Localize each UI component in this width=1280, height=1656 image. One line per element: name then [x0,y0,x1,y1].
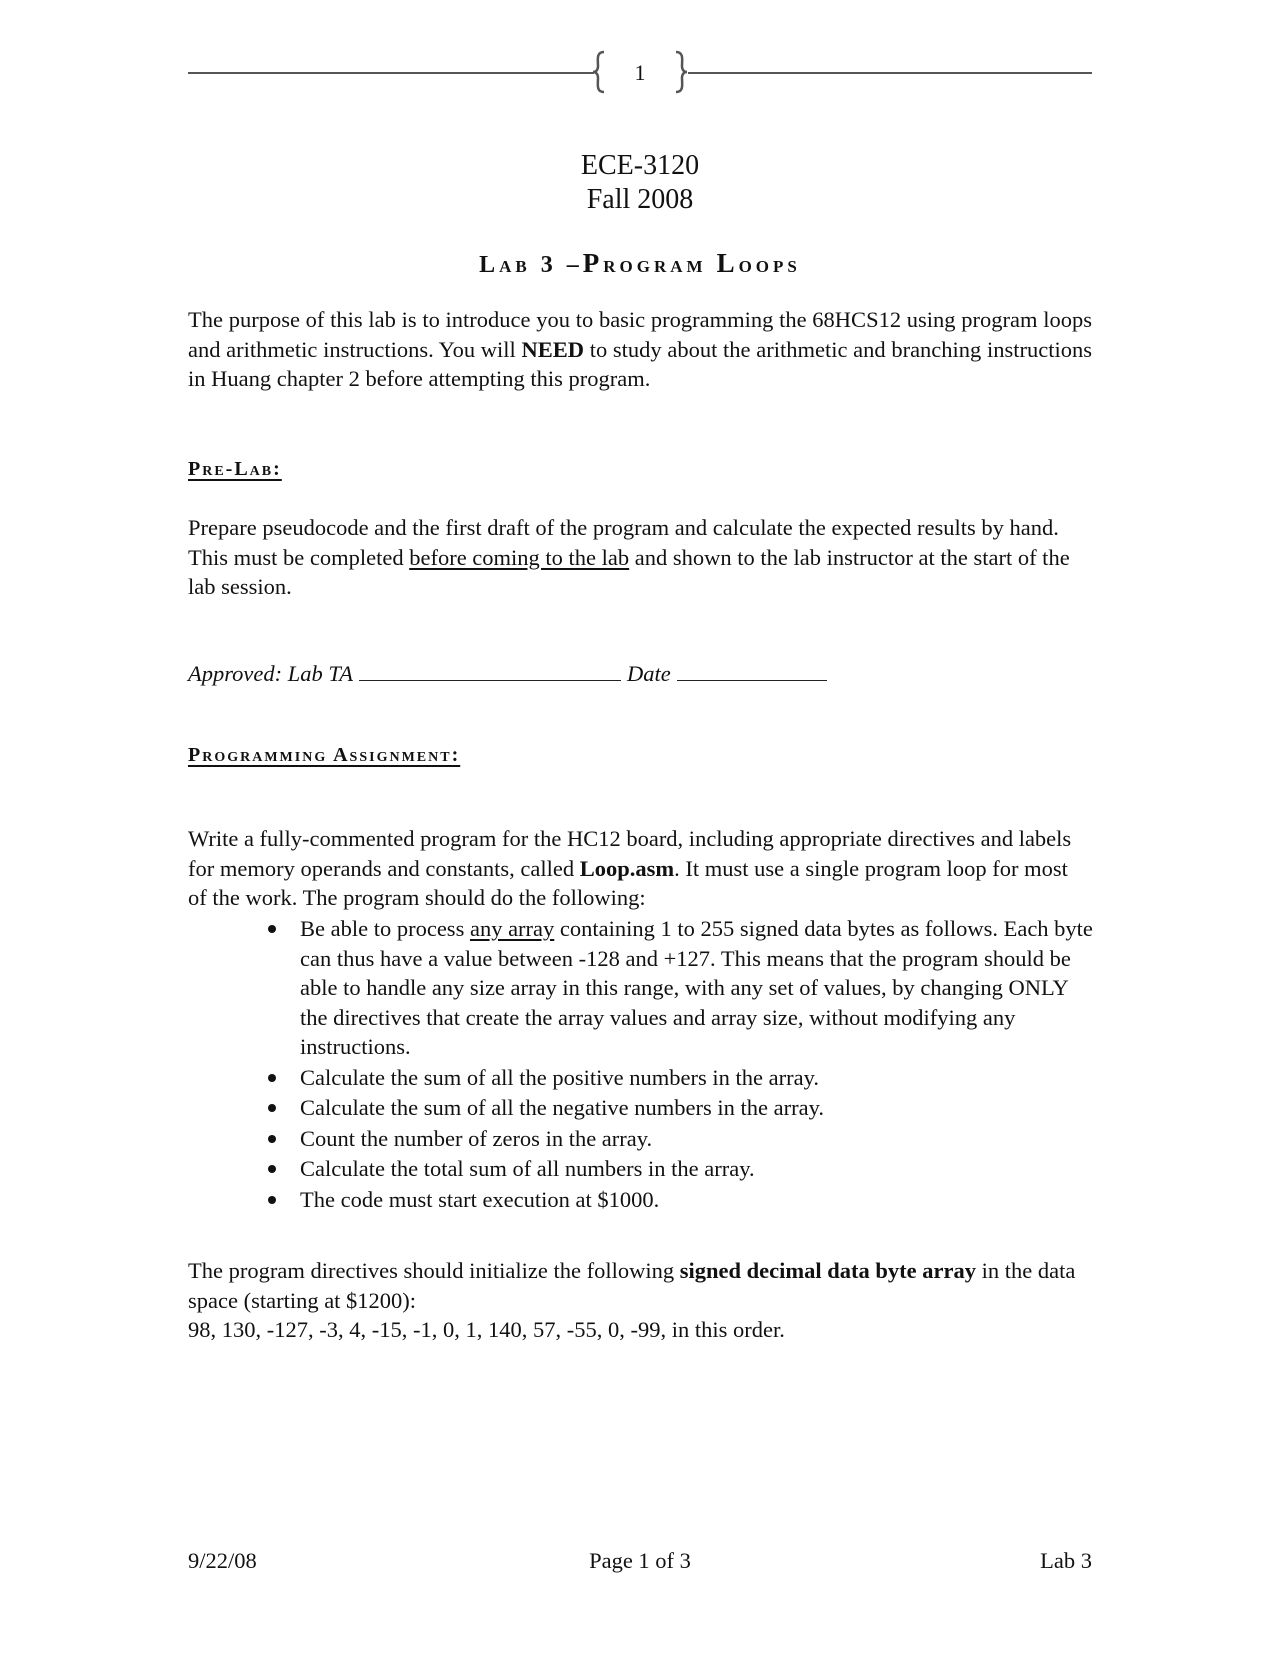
bullet-icon [268,1074,276,1082]
prelab-paragraph [188,513,1092,602]
date-blank[interactable] [677,660,827,681]
assignment-text-after: . It must use a single program loop for most of the work. The program should do the following: [188,855,1068,910]
header-rule-left [188,72,594,74]
requirements-list [300,914,1100,1215]
bullet-text: Calculate the sum of all the positive numbers in the array. [300,1064,820,1090]
footer-page: Page 1 of 3 [589,1548,691,1573]
list-item [300,1185,1100,1215]
left-brace-icon [592,50,606,94]
prelab-text-before: Prepare pseudocode and the first draft of the program and calculate the expected results by hand. This must be completed [188,515,1059,570]
footer-lab: Lab 3 [1040,1548,1092,1573]
bullet-text: Count the number of zeros in the array. [300,1125,653,1151]
bullet-text: Calculate the total sum of all numbers in the array. [300,1156,755,1181]
directives-text-before: The program directives should initialize the following [188,1258,680,1283]
assignment-text-before: Write a fully-commented program for the HC12 board, including appropriate directives and labels for memory operands and constants, called [188,826,1072,881]
list-item [300,1154,1100,1184]
intro-text-before: The purpose of this lab is to introduce you to basic programming the 68HCS12 using program loops and arithmetic instructions. You will [188,307,1092,362]
bullet-text: Calculate the sum of all the negative numbers in the array. [300,1095,824,1120]
bullet-icon [268,925,276,933]
bullet-icon [268,1165,276,1173]
prelab-text-after: and shown to the lab instructor at the start of the lab session. [188,544,1070,599]
list-item [300,1063,1100,1093]
bullet-1-underlined: any array [469,916,555,941]
bullet-1-before: Be able to process [300,916,470,941]
course-title: ECE-3120 [580,150,700,181]
right-brace-icon [674,50,688,94]
lab-topic-part-1: rogram [603,252,717,278]
date-label: Date [626,661,671,686]
lab-topic-part-2: oops [738,252,801,278]
assignment-heading: Programming Assignment: [188,744,461,766]
bullet-icon [268,1135,276,1143]
lab-topic-initial-p: P [582,248,604,278]
assignment-filename: Loop.asm [579,855,675,881]
directives-emphasis: signed decimal data byte array [679,1258,976,1283]
bullet-text: The code must start execution at $1000. [300,1186,660,1212]
list-item [300,1124,1100,1154]
array-values-line: 98, 130, -127, -3, 4, -15, -1, 0, 1, 140, 57, -55, 0, -99, in this order. [188,1317,785,1342]
prelab-heading: Pre-Lab: [188,458,282,480]
footer-date: 9/22/08 [188,1548,257,1573]
list-item [300,914,1100,1062]
approval-label: Approved: Lab TA [188,661,353,686]
assignment-paragraph [188,824,1092,913]
intro-paragraph [188,305,1092,394]
approval-line [188,660,827,687]
intro-text-after: to study about the arithmetic and branching instructions in Huang chapter 2 before attempting this program. [188,336,1092,391]
header-page-number: 1 [634,60,646,85]
lab-label: Lab 3 – [479,252,583,278]
bullet-icon [268,1104,276,1112]
header-rule-right [688,72,1092,74]
bullet-1-after: containing 1 to 255 signed data bytes as follows. Each byte can thus have a value between -128 and +127. This means that the program should be able to handle any size array in this range, with any set of values, by changing ONLY the directives that create the array values and array size, without modifying any instructions. [300,916,1093,1059]
ta-signature-blank[interactable] [359,660,621,681]
bullet-icon [268,1196,276,1204]
lab-title [188,248,1092,279]
term-title: Fall 2008 [586,184,694,215]
list-item [300,1093,1100,1123]
directives-paragraph [188,1256,1092,1345]
prelab-underlined: before coming to the lab [409,544,630,570]
lab-topic-initial-l: L [716,248,739,278]
intro-emphasis: NEED [521,336,584,362]
directives-text-after: in the data space (starting at $1200): [188,1258,1076,1313]
